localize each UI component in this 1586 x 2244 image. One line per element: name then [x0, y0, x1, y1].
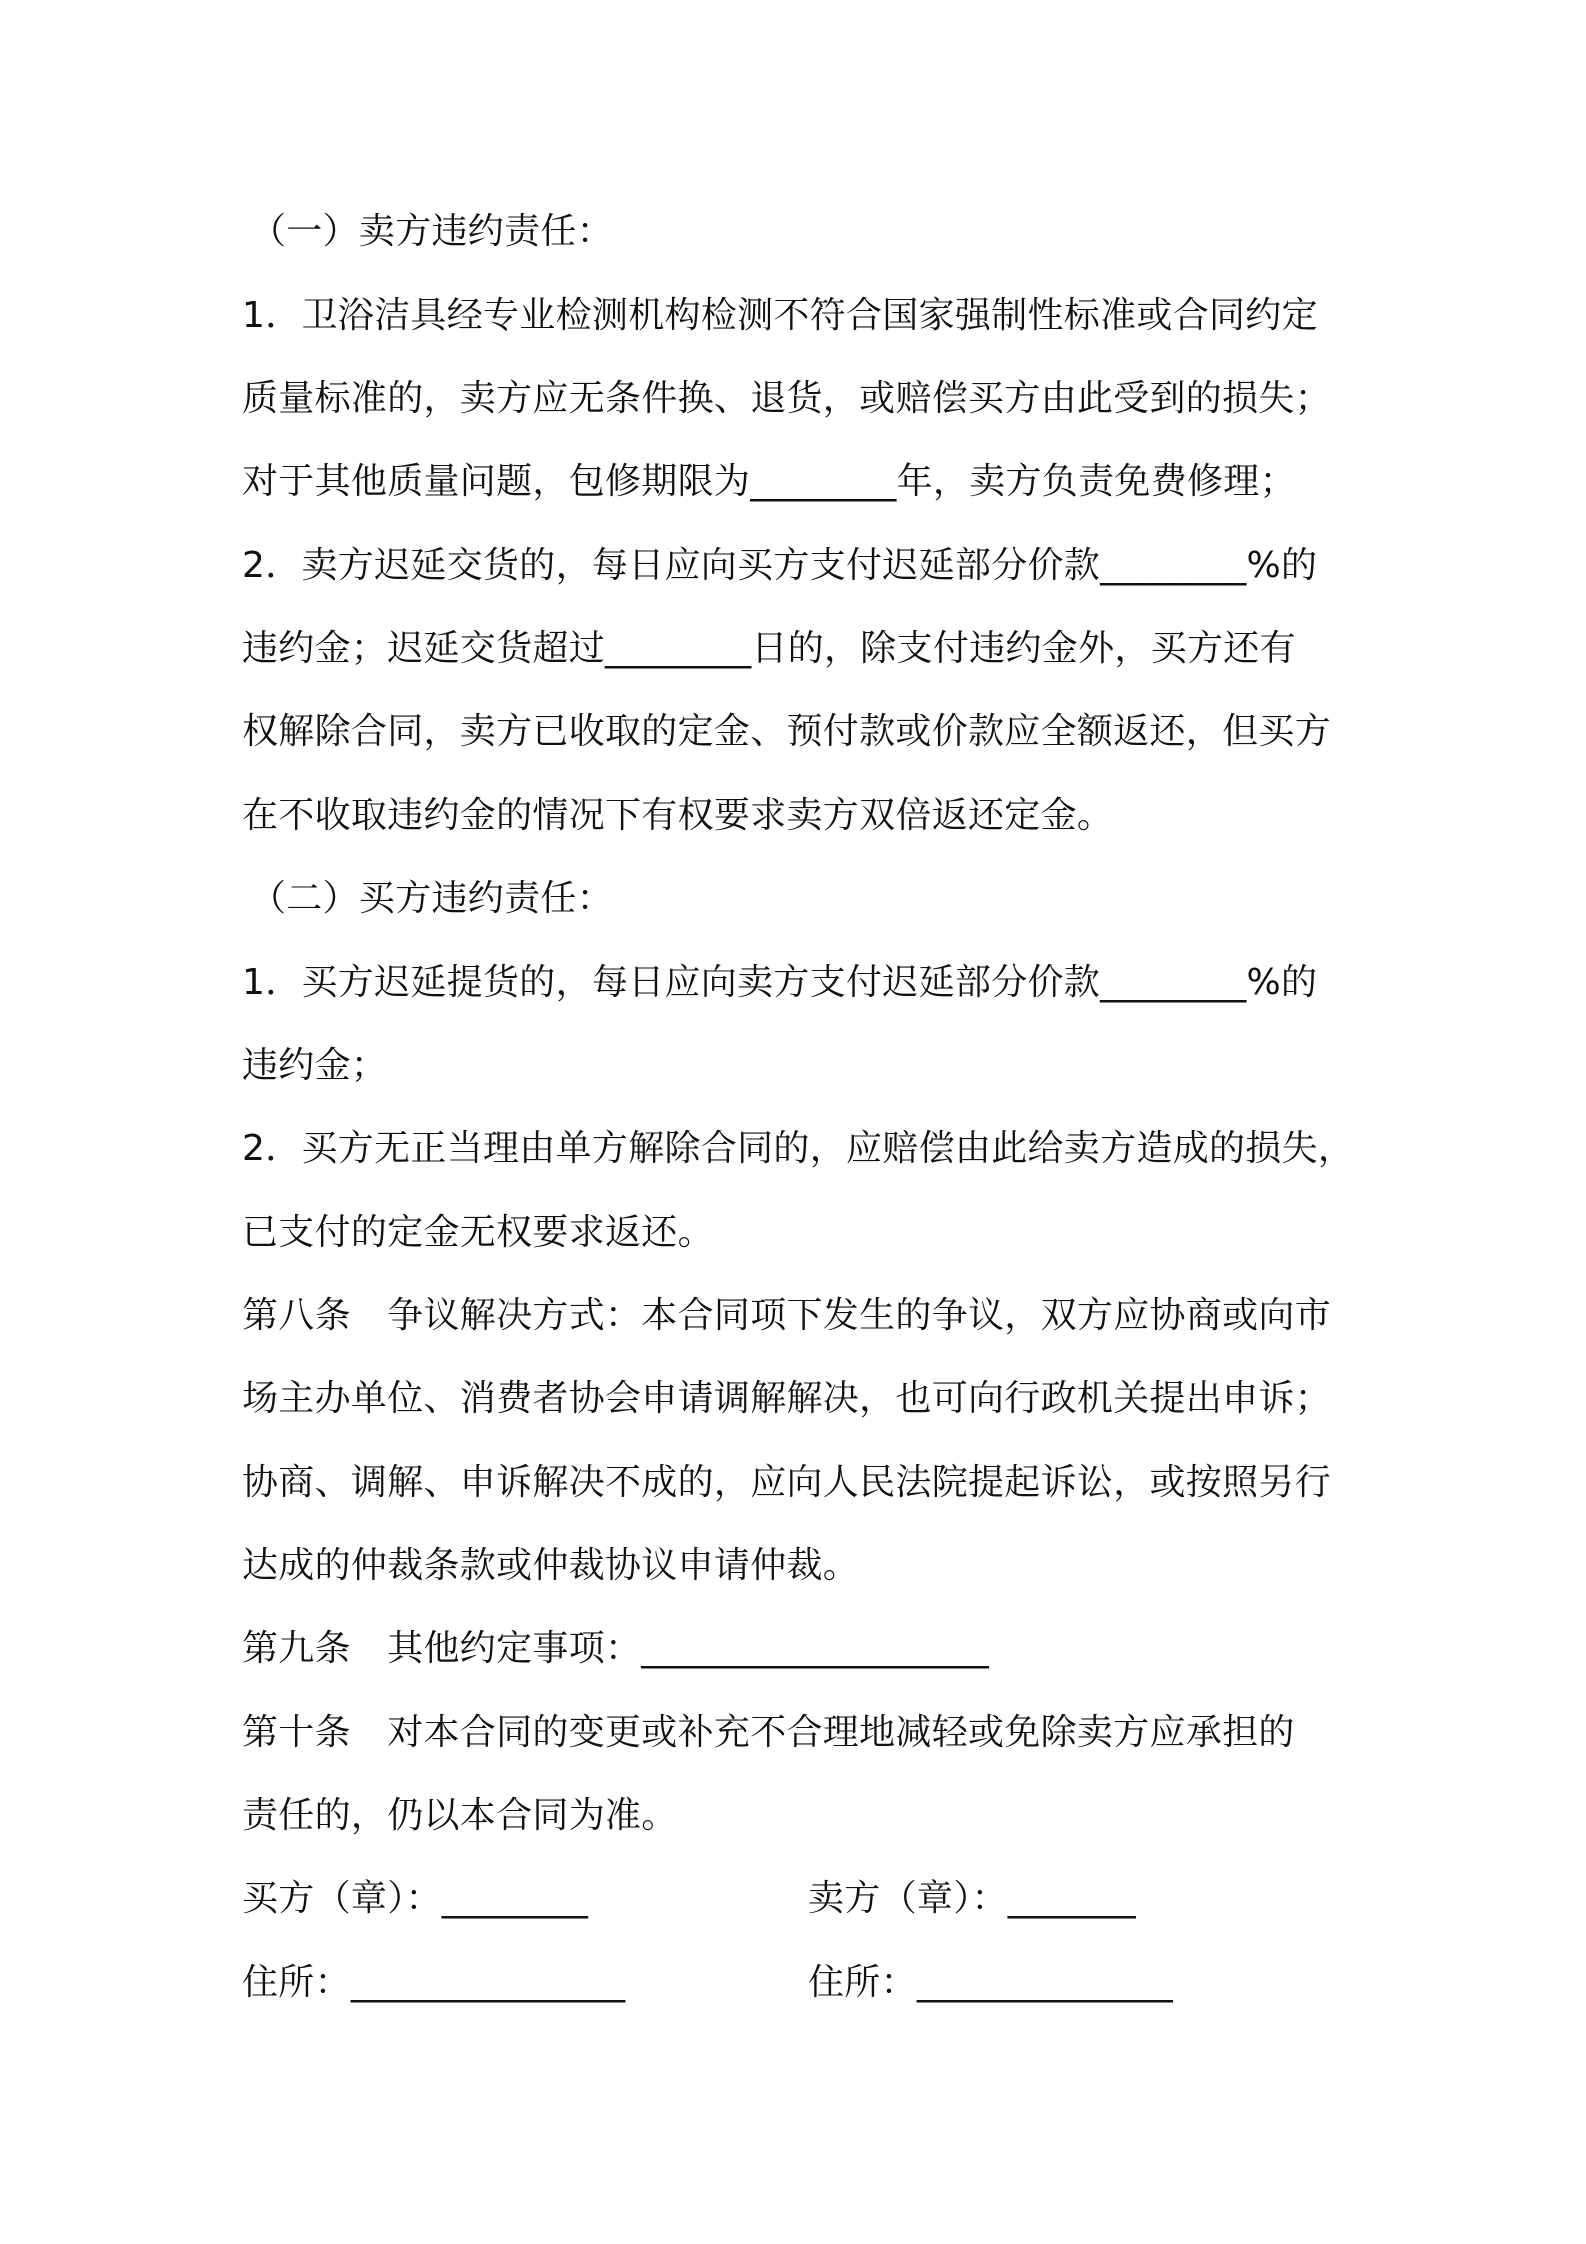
article-9-line: 第九条 其他约定事项：___________________: [242, 1628, 989, 1669]
buyer-address-field: 住所：_______________: [242, 1962, 626, 2003]
body-line: 场主办单位、消费者协会申请调解解决，也可向行政机关提出申诉；: [242, 1378, 1332, 1419]
body-line: 1．卫浴洁具经专业检测机构检测不符合国家强制性标准或合同约定: [242, 295, 1318, 336]
body-line: 达成的仲裁条款或仲裁协议申请仲裁。: [242, 1545, 860, 1586]
body-line: 已支付的定金无权要求返还。: [242, 1212, 714, 1253]
body-line: 违约金；: [242, 1045, 388, 1086]
body-line: 违约金；迟延交货超过________日的，除支付违约金外，买方还有: [242, 628, 1296, 669]
body-line: 2．买方无正当理由单方解除合同的，应赔偿由此给卖方造成的损失，: [242, 1128, 1355, 1169]
article-8-line: 第八条 争议解决方式：本合同项下发生的争议，双方应协商或向市: [242, 1295, 1332, 1336]
seller-seal-field: 卖方（章）：_______: [808, 1878, 1136, 1919]
body-line: 1．买方迟延提货的，每日应向卖方支付迟延部分价款________%的: [242, 962, 1318, 1003]
article-10-line: 第十条 对本合同的变更或补充不合理地减轻或免除卖方应承担的: [242, 1712, 1295, 1753]
body-line: 质量标准的，卖方应无条件换、退货，或赔偿买方由此受到的损失；: [242, 378, 1332, 419]
body-line: 2．卖方迟延交货的，每日应向买方支付迟延部分价款________%的: [242, 545, 1318, 586]
body-line: 对于其他质量问题，包修期限为________年，卖方负责免费修理；: [242, 461, 1296, 502]
body-line: 在不收取违约金的情况下有权要求卖方双倍返还定金。: [242, 795, 1114, 836]
body-line: 协商、调解、申诉解决不成的，应向人民法院提起诉讼，或按照另行: [242, 1462, 1332, 1503]
section-buyer-liability-heading: （二）买方违约责任：: [250, 878, 614, 919]
seller-address-field: 住所：______________: [808, 1962, 1174, 2003]
body-line: 权解除合同，卖方已收取的定金、预付款或价款应全额返还，但买方: [242, 711, 1332, 752]
body-line: 责任的，仍以本合同为准。: [242, 1795, 678, 1836]
section-seller-liability-heading: （一）卖方违约责任：: [250, 211, 614, 252]
buyer-seal-field: 买方（章）：________: [242, 1878, 589, 1919]
